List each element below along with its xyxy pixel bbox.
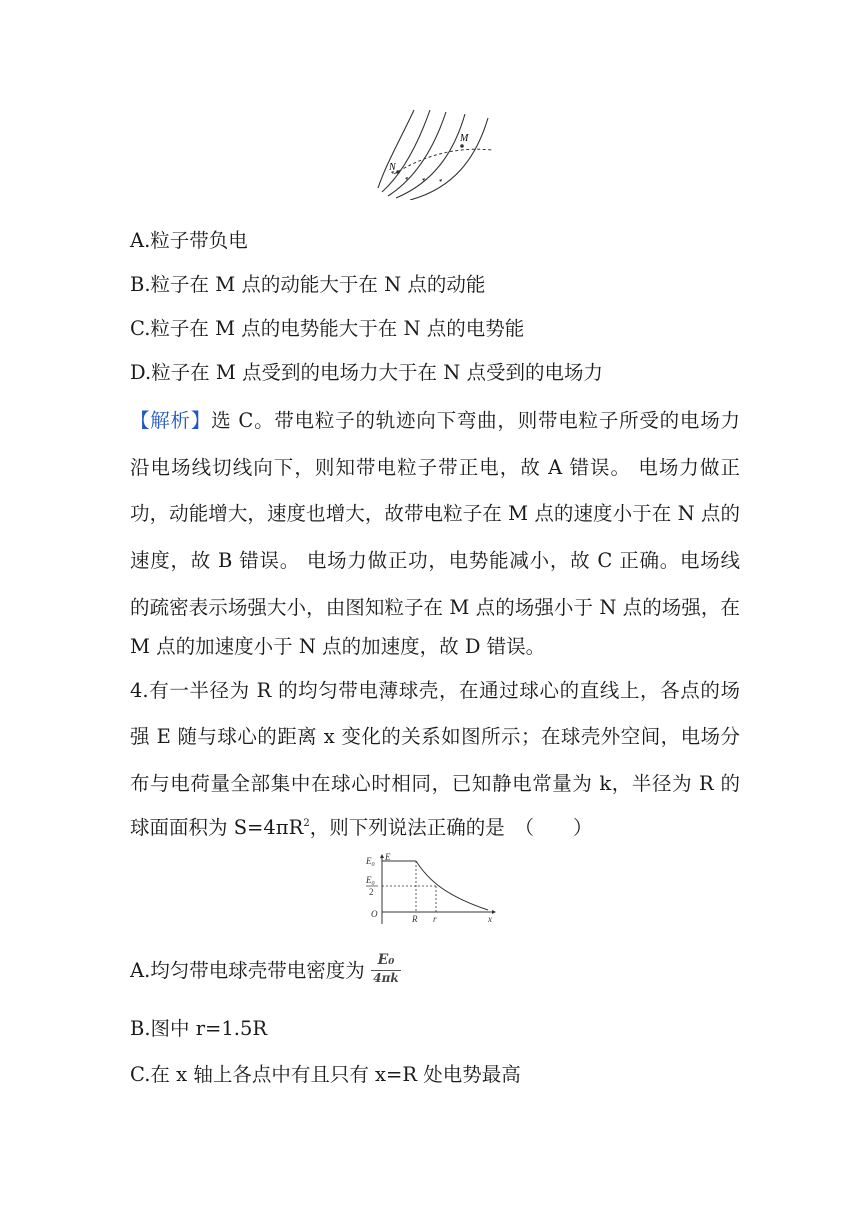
question4-line-4 bbox=[130, 815, 740, 841]
question4-line-3: 布与电荷量全部集中在球心时相同，已知静电常量为 k，半径为 R 的 bbox=[130, 772, 740, 795]
half-e0-numerator: $E_0$ bbox=[366, 875, 375, 887]
origin-label: O bbox=[371, 909, 378, 919]
point-n-label: N bbox=[389, 162, 396, 173]
point-m-label: M bbox=[460, 133, 469, 144]
tick-label-r-small: r bbox=[433, 914, 437, 924]
analysis-line-3: 功，动能增大，速度也增大，故带电粒子在 M 点的速度小于在 N 点的 bbox=[130, 502, 740, 525]
field-decay-curve bbox=[416, 861, 488, 910]
fraction-numerator: E₀ bbox=[377, 952, 395, 968]
option-q4-c: C.在 x 轴上各点中有且只有 x=R 处电势最高 bbox=[130, 1063, 521, 1086]
field-arrow bbox=[439, 179, 442, 182]
option-q4-a: A.均匀带电球壳带电密度为 bbox=[130, 959, 365, 982]
analysis-tag: 【解析】 bbox=[130, 409, 212, 432]
charge-density-fraction bbox=[369, 952, 403, 990]
tick-label-r-big: R bbox=[412, 914, 418, 924]
half-e0-denominator: 2 bbox=[369, 887, 374, 897]
option-q3-c: C.粒子在 M 点的电势能大于在 N 点的电势能 bbox=[130, 317, 525, 340]
option-q3-b: B.粒子在 M 点的动能大于在 N 点的动能 bbox=[130, 273, 486, 296]
question4-line-4-a: 球面面积为 S=4πR bbox=[130, 816, 304, 839]
analysis-line-1-text: 选 C。带电粒子的轨迹向下弯曲，则带电粒子所受的电场力 bbox=[211, 409, 740, 432]
field-lines-figure bbox=[372, 108, 496, 200]
e-axis-label: E bbox=[385, 852, 391, 862]
analysis-line-5: 的疏密表示场强大小，由图知粒子在 M 点的场强小于 N 点的场强，在 bbox=[130, 596, 740, 619]
e-vs-x-graph bbox=[364, 852, 502, 928]
point-m-dot bbox=[460, 144, 464, 148]
x-axis-arrow bbox=[492, 910, 496, 914]
option-q3-d: D.粒子在 M 点受到的电场力大于在 N 点受到的电场力 bbox=[130, 361, 603, 384]
option-q3-a: A.粒子带负电 bbox=[130, 229, 248, 252]
fraction-denominator: 4πk bbox=[373, 971, 399, 985]
analysis-line-6: M 点的加速度小于 N 点的加速度，故 D 错误。 bbox=[130, 635, 546, 658]
field-line bbox=[388, 112, 446, 196]
question4-line-4-b: ，则下列说法正确的是 （ ） bbox=[309, 816, 593, 839]
analysis-line-1 bbox=[130, 408, 740, 434]
question4-line-2: 强 E 随与球心的距离 x 变化的关系如图所示；在球壳外空间，电场分 bbox=[130, 725, 740, 748]
analysis-line-2: 沿电场线切线向下，则知带电粒子带正电，故 A 错误。 电场力做正 bbox=[130, 456, 740, 479]
option-q4-b: B.图中 r=1.5R bbox=[130, 1017, 268, 1040]
x-axis-label: x bbox=[488, 914, 492, 924]
y-axis-arrow bbox=[380, 854, 384, 858]
point-n-dot bbox=[396, 170, 400, 174]
e0-label: $E_0$ bbox=[366, 856, 375, 868]
analysis-line-4: 速度，故 B 错误。 电场力做正功，电势能减小，故 C 正确。电场线 bbox=[130, 549, 740, 572]
question4-superscript: 2 bbox=[303, 818, 310, 829]
question4-line-1: 4.有一半径为 R 的均匀带电薄球壳，在通过球心的直线上，各点的场 bbox=[130, 679, 740, 702]
